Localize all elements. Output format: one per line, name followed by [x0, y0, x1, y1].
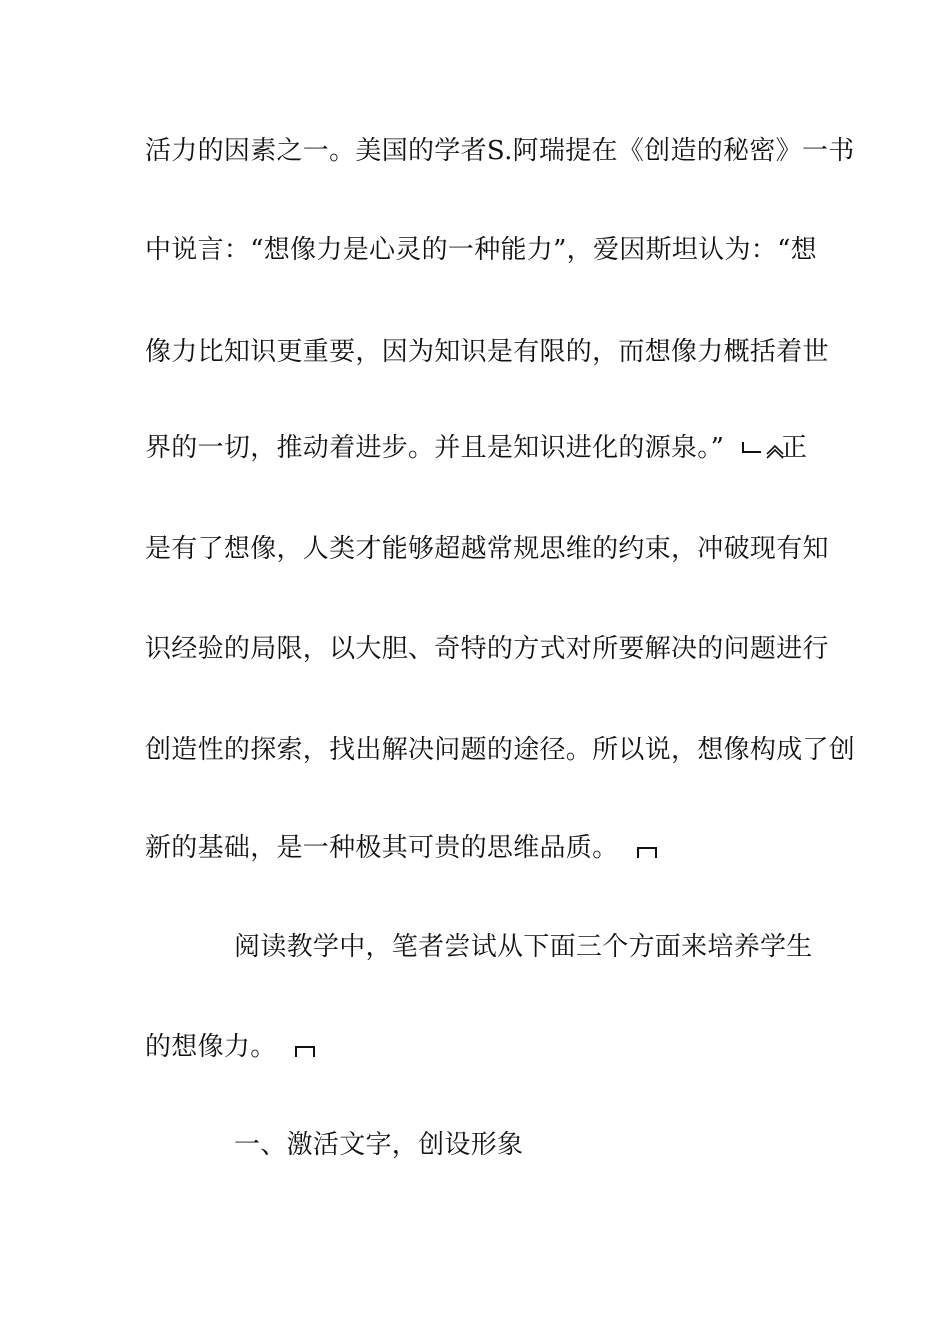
- paragraph-line-2: 中说言：“想像力是心灵的一种能力”，爱因斯坦认为：“想: [145, 235, 817, 265]
- paragraph-line-8-text: 新的基础，是一种极其可贵的思维品质。: [145, 833, 619, 863]
- paragraph-line-5: 是有了想像，人类才能够超越常规思维的约束，冲破现有知: [145, 534, 829, 564]
- section-heading: 一、激活文字，创设形象: [234, 1130, 524, 1160]
- paragraph-line-1: 活力的因素之一。美国的学者S.阿瑞提在《创造的秘密》一书: [145, 136, 855, 166]
- paragraph-line-3: 像力比知识更重要，因为知识是有限的，而想像力概括着世: [145, 337, 829, 367]
- footnote-bracket-icon: [293, 1037, 317, 1059]
- footnote-bracket-icon: [635, 838, 659, 860]
- paragraph-2-line-2-text: 的想像力。: [145, 1032, 277, 1062]
- paragraph-line-4-end: 正: [781, 433, 808, 463]
- paragraph-line-7: 创造性的探索，找出解决问题的途径。所以说，想像构成了创: [145, 735, 856, 765]
- paragraph-2-line-1: 阅读教学中，笔者尝试从下面三个方面来培养学生: [234, 932, 813, 962]
- paragraph-2-line-2: [145, 1030, 805, 1064]
- paragraph-line-4-text: 界的一切，推动着进步。并且是知识进化的源泉。”: [145, 433, 725, 463]
- paragraph-line-4: [145, 431, 808, 465]
- paragraph-line-8: [145, 831, 805, 865]
- paragraph-line-6: 识经验的局限，以大胆、奇特的方式对所要解决的问题进行: [145, 634, 829, 664]
